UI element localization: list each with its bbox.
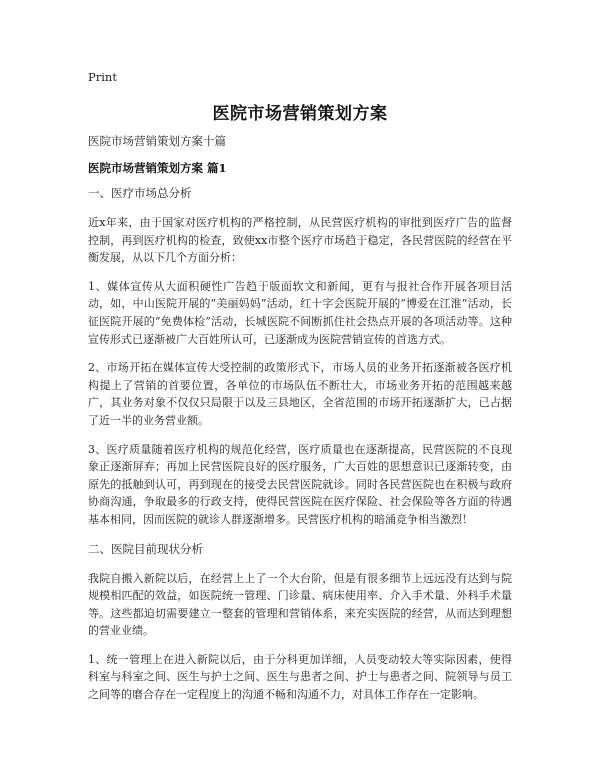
document-title: 医院市场营销策划方案 bbox=[212, 104, 388, 124]
section-heading: 医院市场营销策划方案 篇1 bbox=[88, 161, 227, 175]
print-label[interactable]: Print bbox=[88, 70, 117, 84]
document-subtitle: 医院市场营销策划方案十篇 bbox=[88, 134, 226, 148]
section-1-heading: 一、医疗市场总分析 bbox=[88, 186, 192, 200]
section-1-paragraph-3: 2、市场开拓在媒体宣传大受控制的政策形式下，市场人员的业务开拓逐渐被各医疗机构提上了营销的首要位置，各单位的市场队伍不断壮大，市场业务开拓的范围越来越广，其业务对象不仅仅只局限于以及三县地区，全省范围的市场开拓逐渐扩大，已占据了近一半的业务营业额。 bbox=[88, 361, 512, 427]
section-2-heading: 二、医院目前现状分析 bbox=[88, 541, 203, 556]
section-1-paragraph-1: 近x年来，由于国家对医疗机构的严格控制，从民营医疗机构的审批到医疗广告的监督控制，再到医疗机构的检查，致使xx市整个医疗市场趋于稳定，各民营医院的经营在平衡发展，从以下几个方面分析： bbox=[88, 216, 512, 265]
section-1-paragraph-4: 3、医疗质量随着医疗机构的规范化经营，医疗质量也在逐渐提高，民营医院的不良现象正逐渐屏弃；再加上民营医院良好的医疗服务，广大百姓的思想意识已逐渐转变，由原先的抵触到认可，再到现在的接受去民营医院就诊。同时各民营医院也在积极与政府协商沟通，争取最多的行政支持，使得民营医院在医疗保险、社会保险等各方面的待遇基本相同，因而医院的就诊人群逐渐增多。民营医疗机构的暗涌竞争相当激烈！ bbox=[88, 442, 512, 526]
document-body bbox=[88, 180, 512, 715]
section-2-paragraph-2: 1、统一管理上在进入新院以后，由于分科更加详细，人员变动较大等实际因素，使得科室与科室之间、医生与护士之间、医生与患者之间、护士与患者之间、院领导与员工之间等的磨合存在一定程度上的沟通不畅和沟通不力，对具体工作存在一定影响。 bbox=[88, 652, 512, 702]
section-1-paragraph-2: 1、媒体宣传从大面积硬性广告趋于版面软文和新闻，更有与报社合作开展各项目活动，如，中山医院开展的“美丽妈妈”活动，红十字会医院开展的“博爱在江淮”活动，长征医院开展的“免费体检”活动，长城医院不间断抓住社会热点开展的各项活动等。这种宣传形式已逐渐被广大百姓所认可，已逐渐成为医院营销宣传的首选方式。 bbox=[88, 279, 512, 346]
section-2-paragraph-1: 我院自搬入新院以后，在经营上上了一个大台阶，但是有很多细节上远远没有达到与院规模相匹配的效益，如医院统一管理、门诊量、病床使用率、介入手术量、外科手术量等。这些都迫切需要建立一整套的管理和营销体系，来充实医院的经营，从而达到理想的营业业绩。 bbox=[88, 571, 512, 638]
